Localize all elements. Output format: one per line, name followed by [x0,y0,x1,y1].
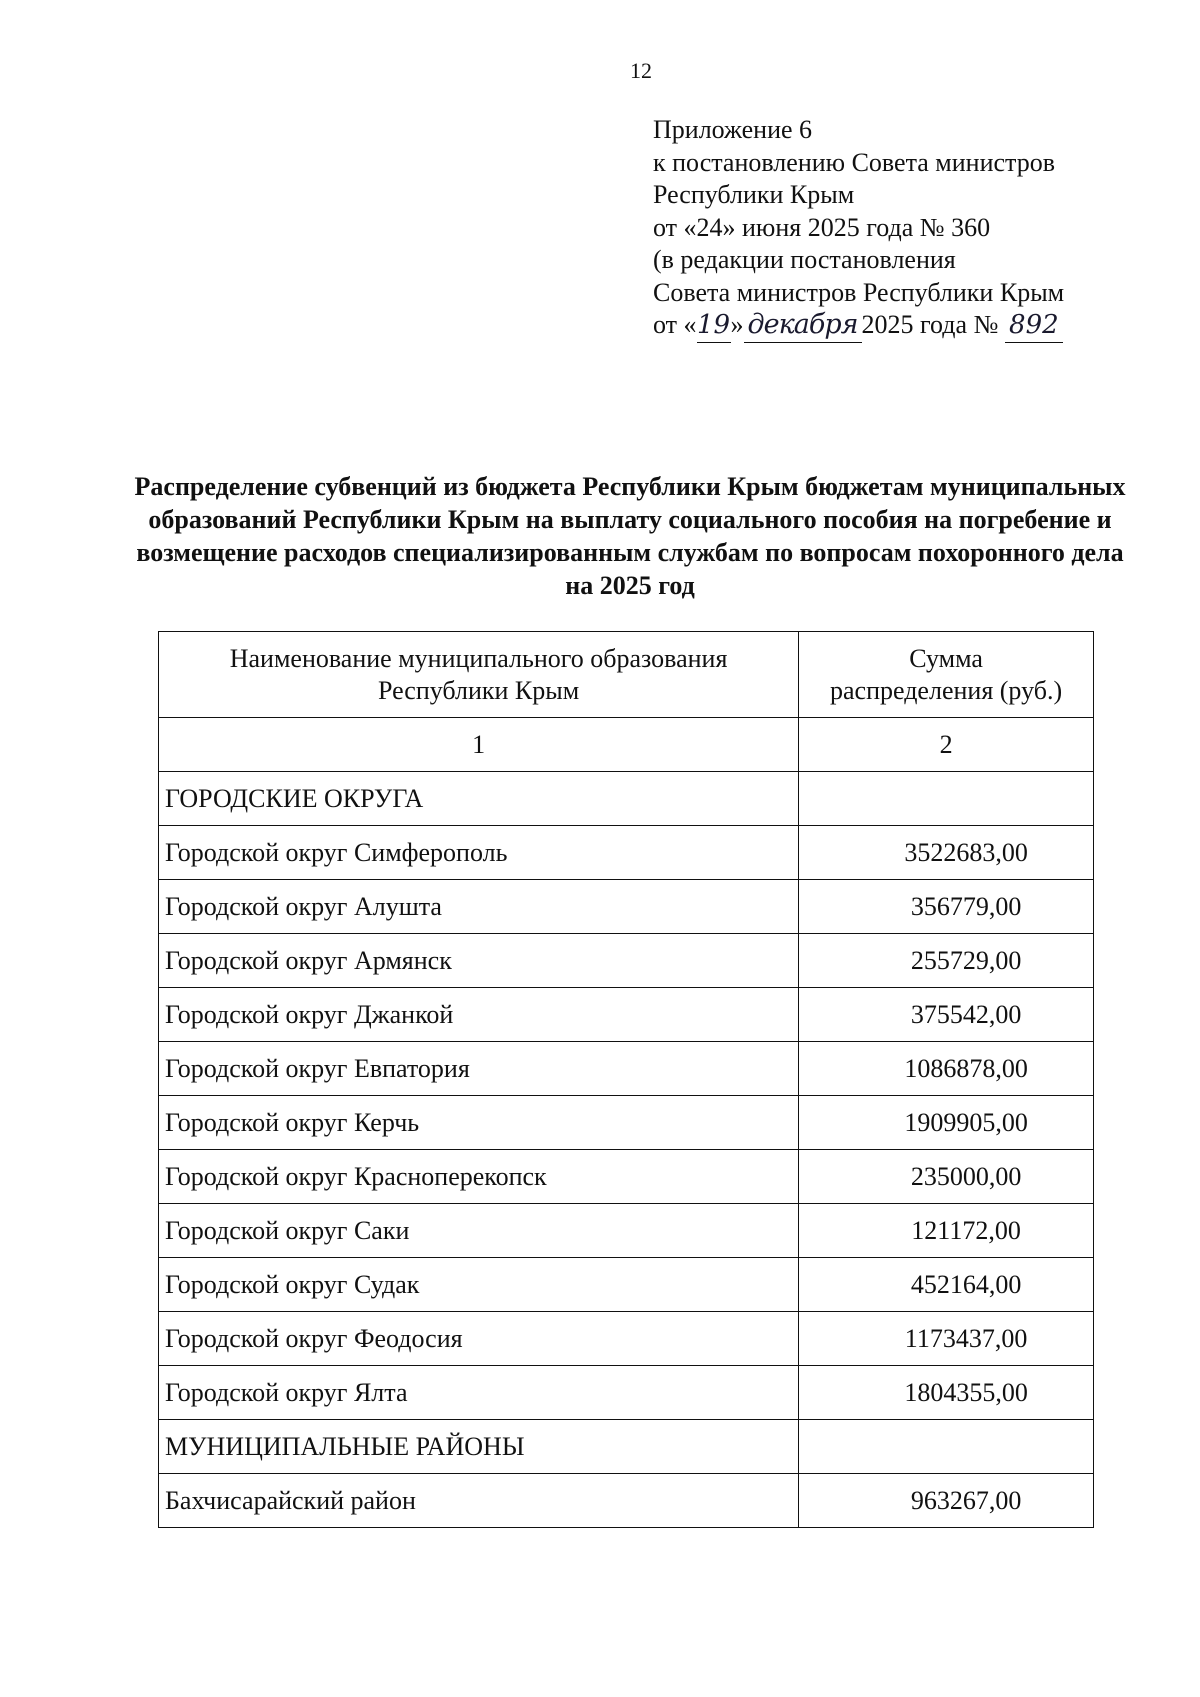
section-row [159,772,1094,826]
section-label: МУНИЦИПАЛЬНЫЕ РАЙОНЫ [159,1420,799,1474]
distribution-sum: 1086878,00 [799,1042,1094,1096]
sig-prefix: от « [653,310,697,339]
handwritten-day: 19 [697,309,731,343]
section-row [159,1420,1094,1474]
municipality-name: Городской округ Армянск [159,934,799,988]
municipality-name: Городской округ Евпатория [159,1042,799,1096]
table-row [159,1312,1094,1366]
table-row [159,1042,1094,1096]
table-row [159,1366,1094,1420]
distribution-sum: 235000,00 [799,1150,1094,1204]
municipality-name: Бахчисарайский район [159,1474,799,1528]
distribution-sum: 1909905,00 [799,1096,1094,1150]
index-cell: 1 [159,718,799,772]
distribution-sum: 375542,00 [799,988,1094,1042]
appendix-block [653,114,1064,343]
index-cell: 2 [799,718,1094,772]
document-title: Распределение субвенций из бюджета Республики Крым бюджетам муниципальных образований Республики Крым на выплату социального пособия на погребение и возмещение расходов специализированным службам по вопросам похоронного дела на 2025 год [134,472,1126,600]
table-index-row [159,718,1094,772]
distribution-sum: 3522683,00 [799,826,1094,880]
appendix-line: Республики Крым [653,180,855,209]
header-name-line: Наименование муниципального образования [229,643,728,673]
table-row [159,988,1094,1042]
table-header-row [159,632,1094,718]
header-name-line: Республики Крым [377,675,580,705]
distribution-sum: 963267,00 [799,1474,1094,1528]
table-row [159,934,1094,988]
table-row [159,826,1094,880]
appendix-line: Совета министров Республики Крым [653,277,1065,307]
municipality-name: Городской округ Керчь [159,1096,799,1150]
table-row [159,1258,1094,1312]
municipality-name: Городской округ Феодосия [159,1312,799,1366]
distribution-sum: 452164,00 [799,1258,1094,1312]
section-label: ГОРОДСКИЕ ОКРУГА [159,772,799,826]
municipality-name: Городской округ Алушта [159,880,799,934]
sig-quote: » [730,310,744,339]
section-empty-cell [799,772,1094,826]
header-name-cell [159,632,799,718]
municipality-name: Городской округ Судак [159,1258,799,1312]
municipality-name: Городской округ Ялта [159,1366,799,1420]
appendix-line: от «24» июня 2025 года № 360 [653,212,991,242]
appendix-line: Приложение 6 [653,115,813,144]
distribution-sum: 121172,00 [799,1204,1094,1258]
appendix-line: (в редакции постановления [653,245,956,274]
signature-date-line [653,309,1063,343]
table-row [159,880,1094,934]
table-row [159,1204,1094,1258]
table-row [159,1474,1094,1528]
table-row [159,1096,1094,1150]
table-row [159,1150,1094,1204]
header-sum-cell [799,632,1094,718]
header-sum-line: распределения (руб.) [830,675,1063,705]
distribution-sum: 356779,00 [799,880,1094,934]
appendix-line: к постановлению Совета министров [653,147,1055,177]
sig-year: 2025 года № [861,310,999,339]
header-sum-line: Сумма [909,643,983,673]
section-empty-cell [799,1420,1094,1474]
municipality-name: Городской округ Саки [159,1204,799,1258]
page-number: 12 [630,58,652,83]
distribution-sum: 255729,00 [799,934,1094,988]
municipality-name: Городской округ Симферополь [159,826,799,880]
municipality-name: Городской округ Джанкой [159,988,799,1042]
handwritten-number: 892 [1005,309,1063,343]
distribution-table [158,631,1094,1528]
distribution-sum: 1804355,00 [799,1366,1094,1420]
handwritten-month: декабря [744,309,862,343]
distribution-sum: 1173437,00 [799,1312,1094,1366]
municipality-name: Городской округ Красноперекопск [159,1150,799,1204]
